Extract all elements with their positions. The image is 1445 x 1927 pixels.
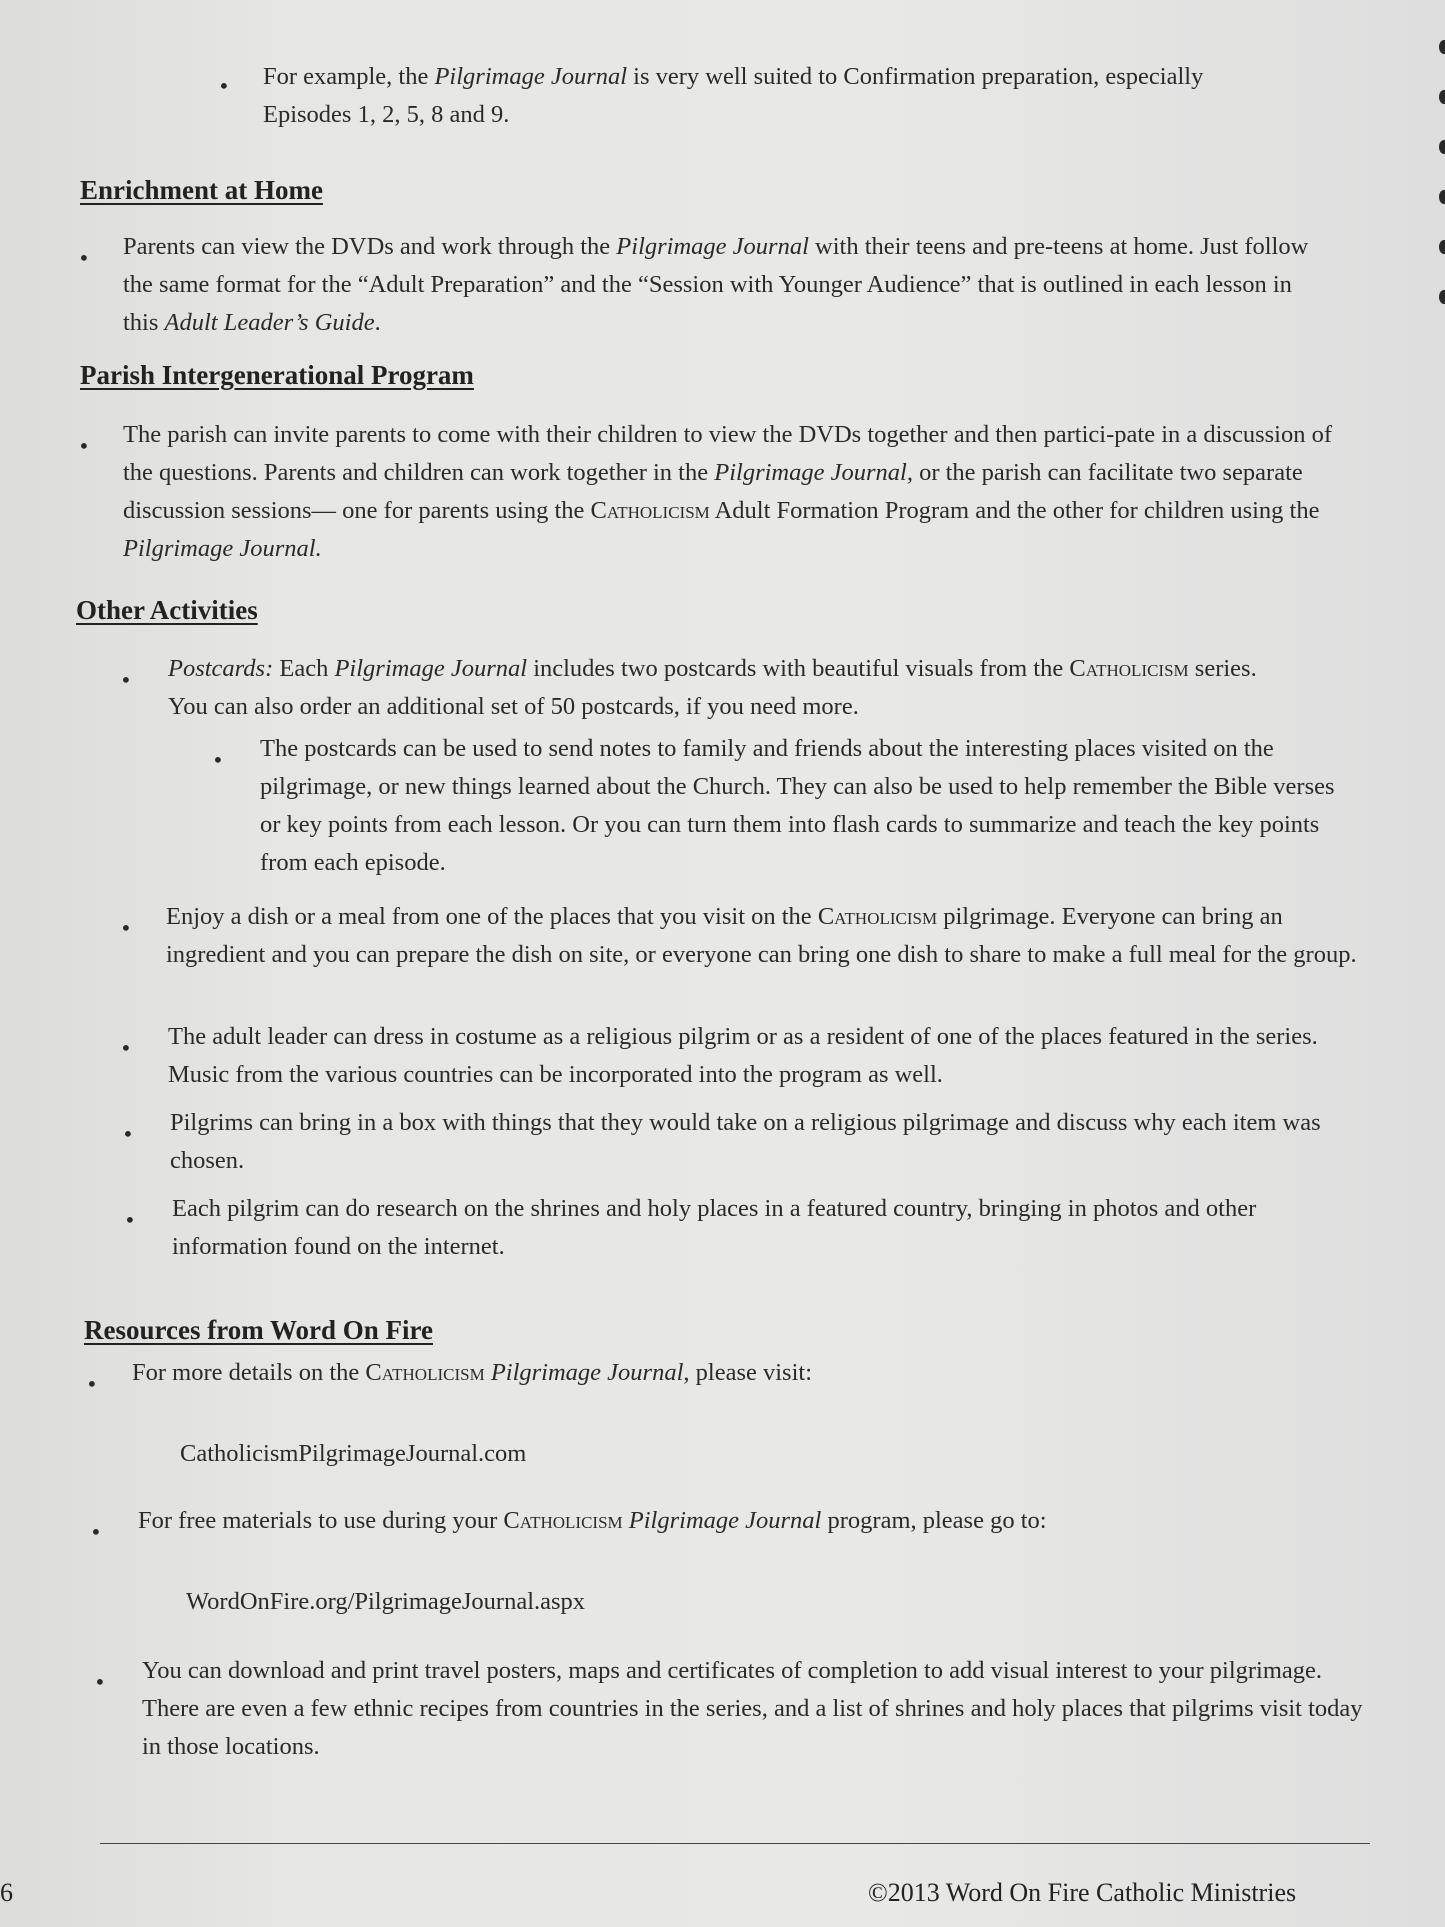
heading-other-activities: Other Activities xyxy=(76,595,258,625)
bullet-dot: • xyxy=(218,74,230,98)
bullet-dot: • xyxy=(120,916,132,940)
postcards-text: Postcards: Each Pilgrimage Journal includes two postcards with beautiful visuals from the Catholicism series. You can also order an additional set of 50 postcards, if you need more. xyxy=(168,655,1257,720)
page-number: 6 xyxy=(0,1878,13,1907)
parish-text: The parish can invite parents to come with their children to view the DVDs together and then partici-pate in a discussion of the questions. Parents and children can work together in the Pilgrimage Journal, or the parish can facilitate two separate discussion sessions— one for parents using the Catholicism Adult Formation Program and the other for children using the Pilgrimage Journal. xyxy=(123,421,1332,562)
research-text: Each pilgrim can do research on the shrines and holy places in a featured country, bringing in photos and other information found on the internet. xyxy=(172,1195,1257,1260)
resource-3-text: You can download and print travel posters, maps and certificates of completion to add visual interest to your pilgrimage. There are even a few ethnic recipes from countries in the series, and a list of shrines and holy places that pilgrims visit today in those locations. xyxy=(142,1657,1363,1760)
copyright-text: ©2013 Word On Fire Catholic Ministries xyxy=(868,1878,1297,1907)
resource-1-text: For more details on the Catholicism Pilgrimage Journal, please visit: xyxy=(132,1359,813,1386)
costume-text: The adult leader can dress in costume as a religious pilgrim or as a resident of one of the places featured in the series. Music from the various countries can be incorporated into the program as well. xyxy=(168,1023,1318,1088)
bullet-dot: • xyxy=(94,1670,106,1694)
resource-2-text: For free materials to use during your Catholicism Pilgrimage Journal program, please go to: xyxy=(138,1507,1047,1534)
bullet-dot: • xyxy=(78,434,90,458)
heading-enrichment-at-home: Enrichment at Home xyxy=(80,175,323,205)
bullet-dot: • xyxy=(120,668,132,692)
postcards-sub-bullet-text: The postcards can be used to send notes to family and friends about the interesting places visited on the pilgrimage, or new things learned about the Church. They can also be used to help remember the Bible verses or key points from each lesson. Or you can turn them into flash cards to summarize and teach the key points from each episode. xyxy=(260,735,1335,876)
wordonfire-pilgrimage-journal-link[interactable]: WordOnFire.org/PilgrimageJournal.aspx xyxy=(186,1588,586,1615)
heading-parish-intergenerational-program: Parish Intergenerational Program xyxy=(80,360,474,390)
bullet-dot: • xyxy=(212,748,224,772)
catholicism-pilgrimage-journal-link[interactable]: CatholicismPilgrimageJournal.com xyxy=(180,1440,527,1467)
footer-rule xyxy=(100,1843,1370,1844)
bullet-dot: • xyxy=(122,1122,134,1146)
dish-text: Enjoy a dish or a meal from one of the places that you visit on the Catholicism pilgrimage. Everyone can bring an ingredient and you can prepare the dish on site, or everyone can bring one dish to share to make a full meal for the group. xyxy=(166,903,1357,968)
top-bullet-text: For example, the Pilgrimage Journal is very well suited to Confirmation preparation, especially Episodes 1, 2, 5, 8 and 9. xyxy=(263,63,1204,128)
spiral-binding xyxy=(1435,40,1445,340)
bullet-dot: • xyxy=(120,1036,132,1060)
enrichment-text: Parents can view the DVDs and work through the Pilgrimage Journal with their teens and pre-teens at home. Just follow the same format for the “Adult Preparation” and the “Session with Younger Audience” that is outlined in each lesson in this Adult Leader’s Guide. xyxy=(123,233,1309,336)
bullet-dot: • xyxy=(124,1208,136,1232)
bullet-dot: • xyxy=(86,1372,98,1396)
bullet-dot: • xyxy=(78,246,90,270)
box-text: Pilgrims can bring in a box with things that they would take on a religious pilgrimage and discuss why each item was chosen. xyxy=(170,1109,1321,1174)
heading-resources: Resources from Word On Fire xyxy=(84,1315,433,1345)
bullet-dot: • xyxy=(90,1520,102,1544)
